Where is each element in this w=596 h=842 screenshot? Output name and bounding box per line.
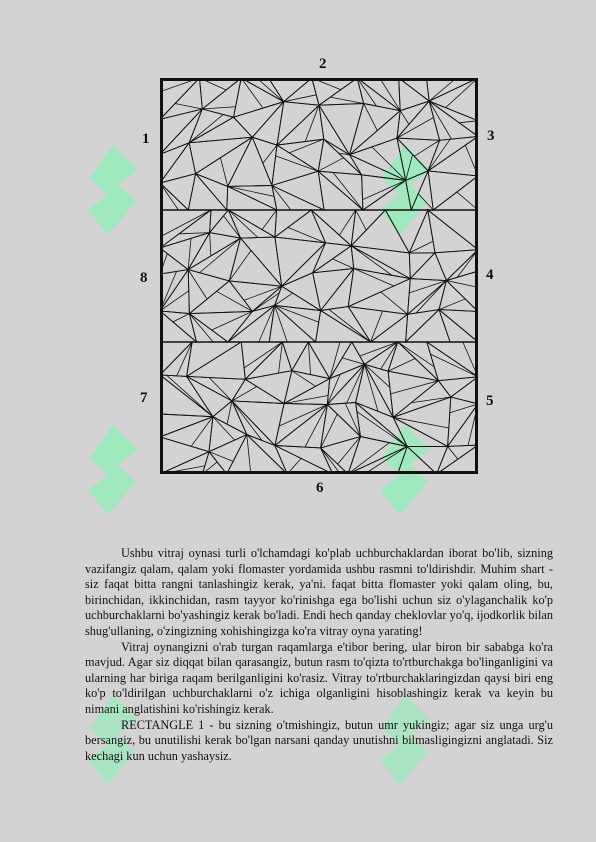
mosaic-triangle — [284, 371, 330, 404]
mosaic-triangle — [275, 305, 321, 342]
label-1: 1 — [142, 131, 150, 147]
mosaic-triangle — [187, 376, 246, 401]
mosaic-line — [247, 435, 251, 474]
mosaic-line — [397, 118, 434, 139]
mosaic-triangle — [188, 233, 240, 270]
mosaic-line — [357, 78, 376, 106]
mosaic-triangle — [234, 102, 284, 138]
mosaic-line — [372, 147, 406, 180]
mosaic-triangle — [160, 452, 209, 474]
mosaic-triangle — [451, 377, 478, 404]
label-6: 6 — [316, 480, 324, 496]
mosaic-line — [409, 241, 433, 253]
mosaic-triangle — [213, 401, 247, 435]
mosaic-triangle — [275, 286, 321, 310]
mosaic-triangle — [188, 270, 229, 314]
mosaic-triangle — [189, 314, 228, 342]
mosaic-line — [338, 436, 361, 464]
mosaic-line — [279, 342, 283, 373]
paragraph-2: Vitraj oynangizni o'rab turgan raqamlarga e'tibor bering, ular biron bir sababga ko'ra mavjud. Agar siz diqqat bilan qarasangiz, butun rasm to'qizta to'rtburchakga bo'linganligini va ularning har biriga raqam berilganligini ko'rasiz. Vitray to'rtburchaklaringizdan qaysi biri eng ko'p to'ldirilgan uchburchaklarni o'z ichiga olganligini hisoblashingiz kerak va keyin bu nimani anglatishini ko'rishingiz kerak. — [85, 639, 553, 716]
mosaic-triangle — [350, 104, 401, 155]
mosaic-line — [381, 342, 398, 369]
mosaic-line — [393, 417, 449, 428]
mosaic-line — [398, 342, 435, 367]
mosaic-line — [318, 158, 343, 171]
mosaic-triangle — [272, 145, 318, 185]
mosaic-line — [429, 101, 451, 139]
mosaic-line — [457, 250, 478, 278]
mosaic-line — [229, 250, 251, 280]
paragraph-3: RECTANGLE 1 - bu sizning o'tmishingiz, butun umr yukingiz; agar siz unga urg'u bersangiz, bu unutilishi kerak bo'lgan narsani qanday unutishni bilmasligingizni anglatadi. Siz kechagi kun uchun yashaysiz. — [85, 717, 553, 763]
mosaic-triangle — [160, 109, 202, 154]
mosaic-triangle — [438, 377, 478, 397]
mosaic-line — [333, 172, 363, 210]
mosaic-triangle — [232, 379, 284, 403]
mosaic-triangle — [385, 210, 427, 253]
mosaic-triangle — [313, 269, 354, 311]
mosaic-triangle — [188, 174, 227, 210]
mosaic-triangle — [348, 437, 407, 475]
watermark-logo — [78, 140, 148, 250]
mosaic-triangle — [398, 447, 437, 475]
mosaic-triangle — [446, 271, 478, 311]
label-5: 5 — [486, 393, 494, 409]
mosaic-line — [380, 78, 400, 111]
mosaic-line — [448, 446, 458, 459]
mosaic-line — [257, 78, 284, 102]
mosaic-line — [363, 180, 406, 199]
mosaic-line — [308, 342, 310, 375]
mosaic-triangle — [282, 243, 326, 286]
mosaic-triangle — [187, 342, 246, 379]
mosaic-line — [406, 155, 413, 181]
mosaic-triangle — [228, 210, 275, 238]
mosaic-line — [210, 233, 211, 256]
mosaic-triangle — [321, 307, 371, 342]
mosaic-triangle — [160, 210, 211, 248]
mosaic-line — [173, 314, 189, 322]
mosaic-line — [244, 342, 282, 368]
mosaic-triangle — [282, 273, 321, 311]
mosaic-triangle — [439, 310, 478, 342]
mosaic-line — [262, 210, 277, 230]
mosaic-line — [232, 386, 257, 400]
body-text — [85, 546, 553, 764]
mosaic-triangle — [277, 139, 324, 171]
mosaic-triangle — [187, 376, 232, 416]
mosaic-triangle — [348, 447, 407, 475]
label-3: 3 — [487, 128, 495, 144]
mosaic-triangle — [189, 117, 252, 143]
mosaic-line — [457, 192, 478, 210]
mosaic-triangle — [272, 186, 324, 211]
mosaic-triangle — [319, 78, 364, 105]
mosaic-line — [391, 381, 439, 394]
mosaic-line — [199, 238, 240, 273]
mosaic-triangle — [348, 269, 410, 307]
mosaic-triangle — [407, 446, 447, 474]
mosaic-triangle — [350, 111, 401, 155]
mosaic-triangle — [160, 417, 213, 452]
mosaic-triangle — [363, 180, 411, 210]
mosaic-line — [329, 309, 371, 342]
mosaic-line — [228, 210, 258, 238]
mosaic-line — [209, 377, 232, 400]
mosaic-triangle — [388, 342, 438, 381]
mosaic-line — [213, 417, 235, 440]
mosaic-triangle — [406, 171, 428, 210]
mosaic-triangle — [196, 137, 253, 186]
mosaic-triangle — [316, 311, 371, 343]
mosaic-triangle — [321, 405, 361, 448]
mosaic-triangle — [429, 101, 478, 140]
label-7: 7 — [140, 390, 148, 406]
mosaic-line — [354, 269, 394, 287]
mosaic-line — [217, 291, 253, 311]
mosaic-line — [446, 78, 478, 108]
mosaic-triangle — [318, 171, 363, 210]
mosaic-triangle — [272, 171, 324, 210]
paragraph-1: Ushbu vitraj oynasi turli o'lchamdagi ko'plab uchburchaklardan iborat bo'lib, sizning vazifangiz qalam, qalam yoki flomaster yordamida ushbu rasmni to'ldirishdir. Muhim shart - siz faqat bitta rangni tanlashingiz kerak, ya'ni. faqat bitta flomaster yoki qalam oling, bu, birinchidan, ikkinchidan, rasm tayyor ko'rinishga ega bo'lishi uchun siz o'ylaganchalik ko'p uchburchaklarni bo'yashingiz kerak bo'ladi. Endi hech qanday cheklovlar yo'q, ijodkorlik bilan shug'ullaning, o'zingizning xohishingizga ko'ra vitray oyna yarating! — [85, 546, 553, 638]
mosaic-line — [364, 364, 378, 411]
mosaic-triangle — [427, 342, 478, 381]
mosaic-triangle — [397, 138, 440, 171]
mosaic-line — [330, 97, 363, 103]
mosaic-triangle — [428, 210, 478, 253]
watermark-logo — [78, 420, 148, 530]
mosaic-triangle — [228, 137, 272, 186]
mosaic-line — [305, 105, 319, 141]
mosaic-line — [330, 342, 340, 379]
label-2: 2 — [319, 56, 327, 72]
mosaic-line — [446, 281, 478, 288]
mosaic-triangle — [227, 435, 288, 474]
mosaic-triangle — [284, 78, 319, 105]
mosaic-line — [175, 104, 202, 109]
mosaic-triangle — [311, 210, 351, 246]
mosaic-line — [428, 139, 450, 171]
mosaic-line — [365, 447, 408, 474]
mosaic-triangle — [357, 78, 400, 111]
mosaic-triangle — [327, 364, 364, 404]
mosaic-triangle — [397, 138, 428, 180]
stained-glass-mosaic — [160, 78, 478, 474]
mosaic-triangle — [245, 342, 291, 379]
mosaic-line — [244, 286, 282, 300]
mosaic-triangle — [435, 250, 478, 281]
mosaic-triangle — [160, 174, 196, 210]
mosaic-line — [202, 107, 235, 109]
mosaic-triangle — [234, 78, 284, 117]
mosaic-triangle — [311, 210, 355, 246]
mosaic-line — [241, 78, 263, 108]
mosaic-triangle — [362, 175, 406, 210]
mosaic-triangle — [269, 78, 312, 102]
mosaic-line — [430, 354, 478, 377]
label-4: 4 — [486, 267, 494, 283]
mosaic-line — [356, 210, 367, 230]
mosaic-line — [348, 443, 389, 474]
mosaic-triangle — [308, 342, 352, 379]
label-8: 8 — [140, 270, 148, 286]
mosaic-line — [364, 103, 378, 130]
mosaic-triangle — [160, 375, 213, 417]
mosaic-triangle — [284, 379, 330, 405]
mosaic-triangle — [227, 186, 277, 210]
mosaic-triangle — [202, 78, 241, 117]
mosaic-line — [388, 359, 415, 372]
mosaic-line — [332, 259, 353, 269]
mosaic-triangle — [448, 404, 478, 447]
mosaic-triangle — [160, 233, 210, 270]
mosaic-line — [400, 111, 409, 125]
mosaic-triangle — [356, 403, 408, 447]
mosaic-triangle — [433, 176, 478, 210]
mosaic-line — [220, 158, 227, 187]
mosaic-triangle — [160, 183, 188, 210]
mosaic-triangle — [282, 342, 308, 371]
mosaic-triangle — [229, 238, 281, 286]
mosaic-line — [450, 404, 478, 413]
mosaic-line — [429, 78, 456, 101]
mosaic-triangle — [319, 105, 350, 155]
mosaic-line — [360, 342, 398, 356]
mosaic-triangle — [406, 310, 451, 342]
mosaic-triangle — [439, 281, 478, 312]
mosaic-triangle — [275, 446, 333, 475]
mosaic-line — [439, 299, 465, 310]
mosaic-line — [284, 95, 317, 102]
mosaic-line — [414, 140, 439, 156]
mosaic-line — [228, 186, 274, 196]
